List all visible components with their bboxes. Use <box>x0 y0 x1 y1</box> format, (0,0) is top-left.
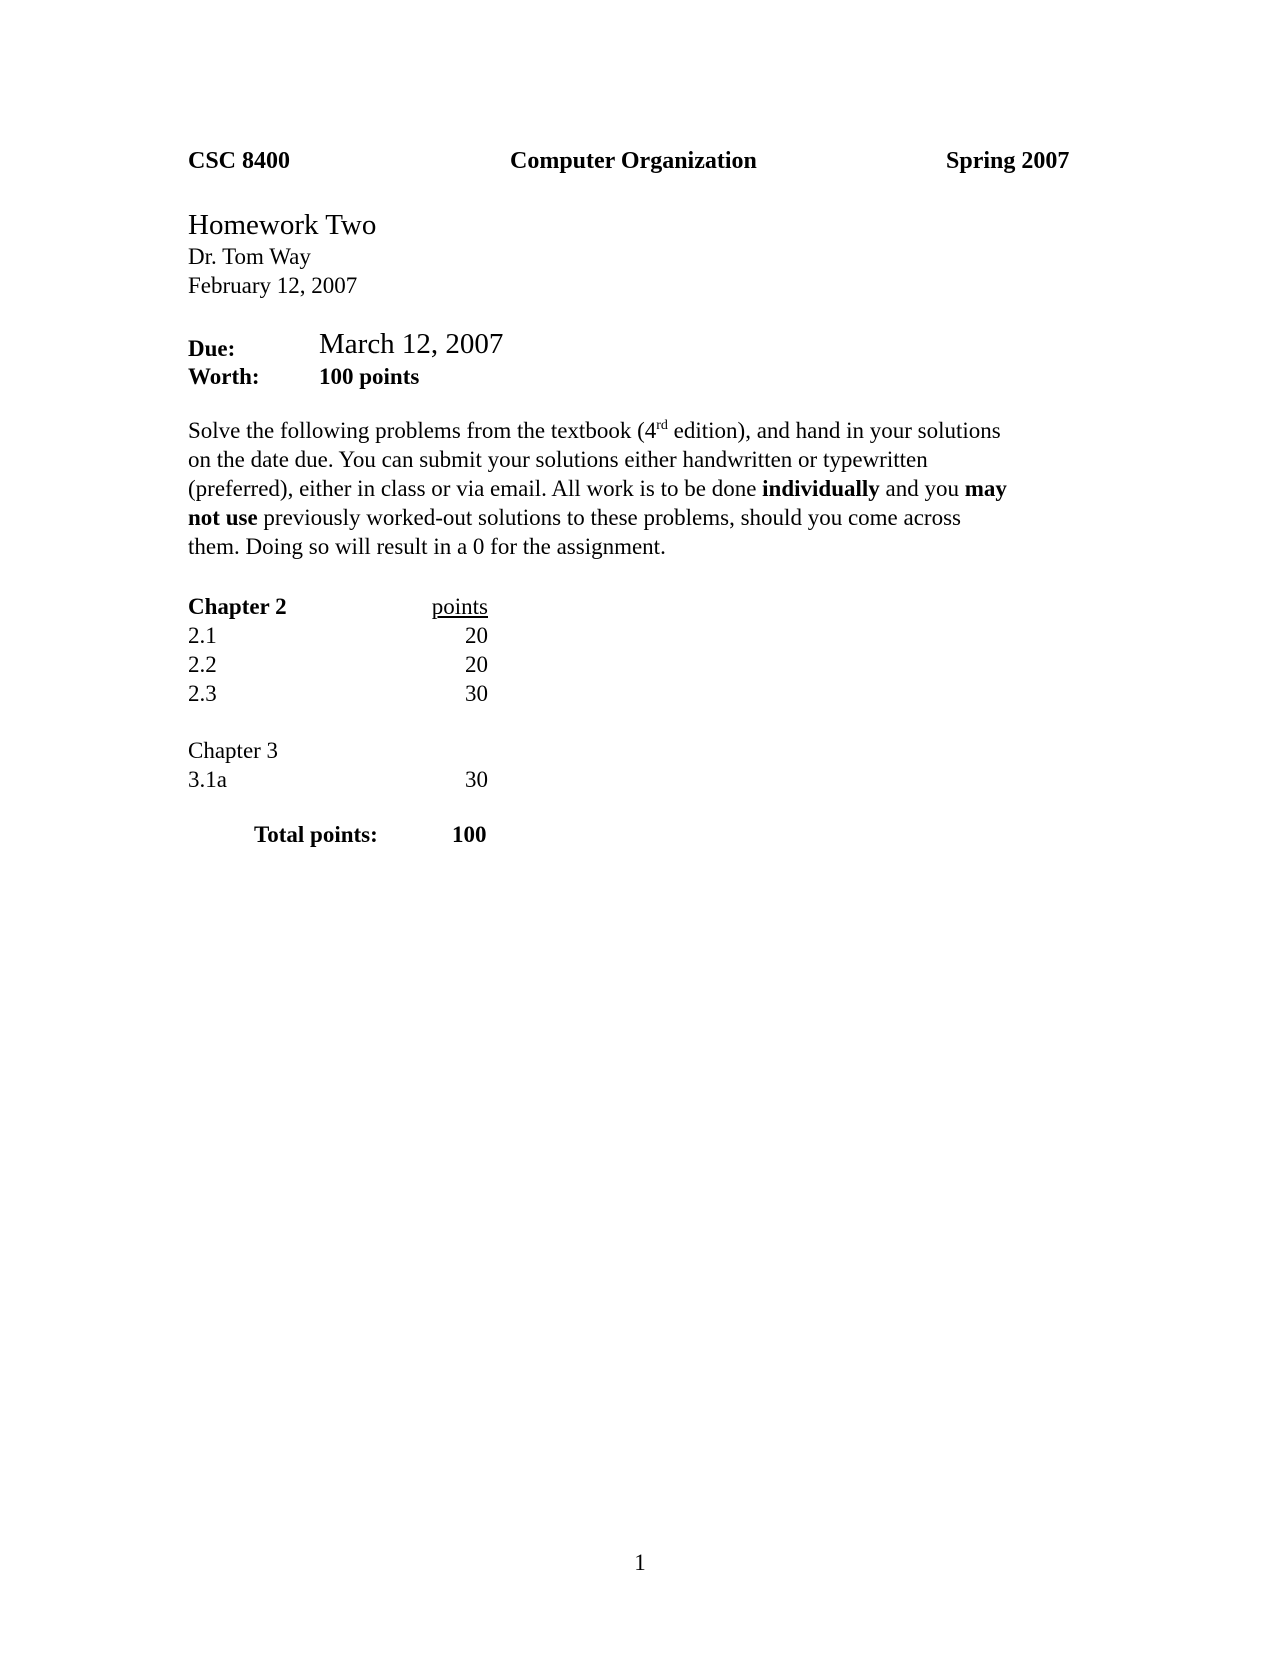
instructions-line: them. Doing so will result in a 0 for the assignment. <box>188 534 666 559</box>
instructions-line <box>188 503 1088 532</box>
instructions-text: and you <box>879 476 965 501</box>
problem-row <box>188 765 488 794</box>
course-term: Spring 2007 <box>946 148 1070 174</box>
worth-value: 100 points <box>319 364 420 389</box>
due-label: Due: <box>188 336 236 361</box>
instructor-name: Dr. Tom Way <box>188 244 311 269</box>
emphasis-may: may <box>964 476 1007 501</box>
spacer <box>188 708 488 736</box>
worth-row <box>188 364 420 390</box>
emphasis-individually: individually <box>762 476 880 501</box>
assignment-title: Homework Two <box>188 209 377 241</box>
problems-table <box>188 592 488 794</box>
problem-label: 2.2 <box>188 652 217 677</box>
problem-row <box>188 679 488 708</box>
instructions-line <box>188 474 1088 503</box>
instructions-paragraph <box>188 416 1088 561</box>
problem-row <box>188 650 488 679</box>
instructions-text: previously worked-out solutions to these problems, should you come across <box>257 505 961 530</box>
course-code: CSC 8400 <box>188 148 291 174</box>
problem-label: 3.1a <box>188 767 227 792</box>
problem-row <box>188 621 488 650</box>
worth-label: Worth: <box>188 364 260 389</box>
problem-label: 2.3 <box>188 681 217 706</box>
chapter3-header-row <box>188 736 488 765</box>
chapter2-heading: Chapter 2 <box>188 594 287 619</box>
course-title: Computer Organization <box>510 148 757 174</box>
problem-points: 20 <box>465 652 488 677</box>
assignment-date: February 12, 2007 <box>188 273 358 298</box>
instructions-line: on the date due. You can submit your solutions either handwritten or typewritten <box>188 447 928 472</box>
problem-points: 30 <box>465 767 488 792</box>
instructions-line <box>188 416 1088 445</box>
chapter2-header-row <box>188 592 488 621</box>
problem-label: 2.1 <box>188 623 217 648</box>
page-number: 1 <box>634 1550 646 1575</box>
instructions-text: (preferred), either in class or via email. All work is to be done <box>188 476 763 501</box>
points-heading: points <box>431 594 488 619</box>
problem-points: 30 <box>465 681 488 706</box>
instructions-text: edition), and hand in your solutions <box>667 418 1001 443</box>
ordinal-superscript: rd <box>656 418 668 433</box>
chapter3-heading: Chapter 3 <box>188 738 279 763</box>
due-row <box>188 328 504 362</box>
emphasis-not-use: not use <box>188 505 258 530</box>
instructions-text: Solve the following problems from the textbook (4 <box>188 418 657 443</box>
problem-points: 20 <box>465 623 488 648</box>
due-date: March 12, 2007 <box>319 328 504 360</box>
total-points-label: Total points: <box>254 822 378 847</box>
assignment-title-block <box>188 208 376 300</box>
total-points-value: 100 <box>452 822 487 847</box>
